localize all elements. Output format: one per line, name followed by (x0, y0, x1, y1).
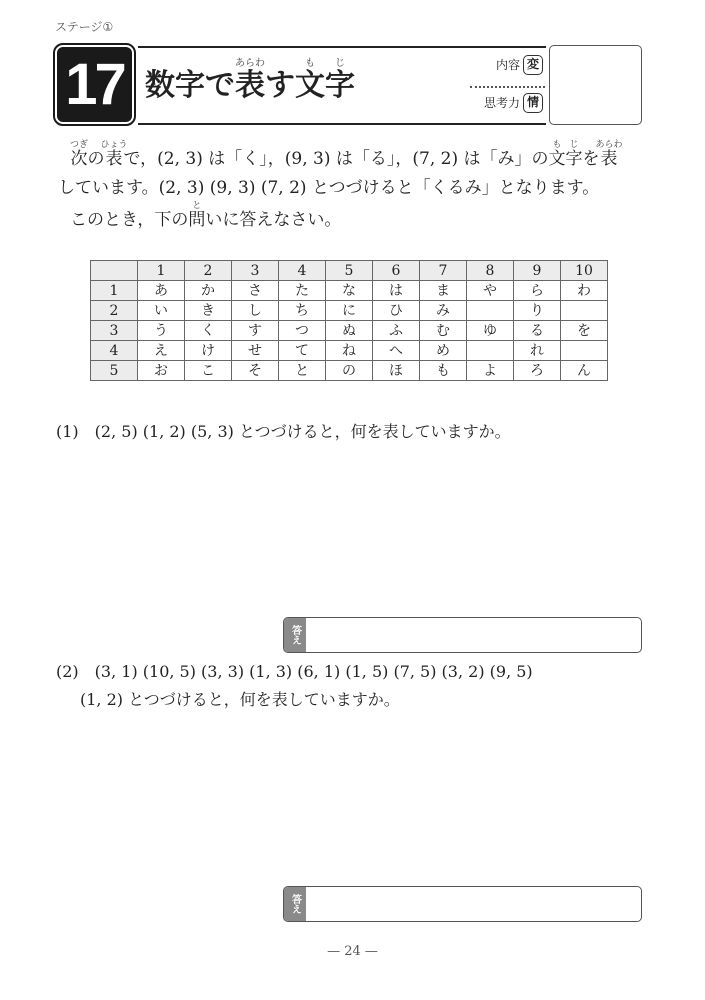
table-cell: る (514, 321, 561, 341)
table-cell (467, 301, 514, 321)
ruby-word: 表あらわ (235, 58, 265, 103)
answer-label: 答え (284, 887, 306, 921)
table-cell: ん (561, 361, 608, 381)
table-cell: ほ (373, 361, 420, 381)
answer-label: 答え (284, 618, 306, 652)
table-cell: ぬ (326, 321, 373, 341)
table-cell: へ (373, 341, 420, 361)
table-cell: ね (326, 341, 373, 361)
table-cell: な (326, 281, 373, 301)
table-cell: つ (279, 321, 326, 341)
answer-box-2[interactable] (283, 886, 642, 922)
table-cell: て (279, 341, 326, 361)
tag-content (496, 55, 543, 75)
tag-badge: 情 (523, 93, 543, 113)
row-header: 1 (91, 281, 138, 301)
table-cell: い (138, 301, 185, 321)
table-cell: ひ (373, 301, 420, 321)
stage-label: ステージ① (55, 20, 114, 34)
column-header: 4 (279, 261, 326, 281)
table-cell: は (373, 281, 420, 301)
column-header: 8 (467, 261, 514, 281)
intro-line-1: 次つぎの表ひょうで，(2, 3) は「く」，(9, 3) は「る」，(7, 2) は「み」の文字もじを表あらわ (70, 140, 623, 169)
table-cell: う (138, 321, 185, 341)
table-row (91, 301, 608, 321)
lesson-number: 17 (55, 45, 134, 124)
answer-box-1[interactable] (283, 617, 642, 653)
table-cell: ふ (373, 321, 420, 341)
table-row (91, 321, 608, 341)
table-cell: あ (138, 281, 185, 301)
page-number: — 24 — (327, 944, 378, 959)
table-row (91, 361, 608, 381)
table-row (91, 341, 608, 361)
page-title: 数字で表あらわす文字もじ (145, 58, 355, 103)
tag-badge: 変 (523, 55, 543, 75)
kana-table (90, 260, 608, 381)
column-header: 10 (561, 261, 608, 281)
row-header: 5 (91, 361, 138, 381)
ruby-word: 文字もじ (548, 140, 583, 169)
table-header-row (91, 261, 608, 281)
ruby-word: 問と (188, 201, 206, 230)
column-header: 7 (420, 261, 467, 281)
table-cell: ろ (514, 361, 561, 381)
ruby-word: 表あらわ (595, 140, 623, 169)
table-cell: に (326, 301, 373, 321)
table-cell: た (279, 281, 326, 301)
column-header: 3 (232, 261, 279, 281)
column-header (91, 261, 138, 281)
table-cell: そ (232, 361, 279, 381)
table-row (91, 281, 608, 301)
table-cell: り (514, 301, 561, 321)
table-cell: の (326, 361, 373, 381)
divider (470, 86, 545, 88)
column-header: 2 (185, 261, 232, 281)
table-cell: や (467, 281, 514, 301)
table-cell: と (279, 361, 326, 381)
table-cell: を (561, 321, 608, 341)
table-cell: し (232, 301, 279, 321)
table-cell: き (185, 301, 232, 321)
table-cell: せ (232, 341, 279, 361)
table-cell (467, 341, 514, 361)
table-cell: お (138, 361, 185, 381)
column-header: 1 (138, 261, 185, 281)
tag-label: 内容 (495, 58, 520, 72)
table-cell: ら (514, 281, 561, 301)
tag-thinking (484, 93, 543, 113)
intro-line-3: このとき，下の問といに答えなさい。 (70, 201, 342, 230)
row-header: 4 (91, 341, 138, 361)
table-cell: み (420, 301, 467, 321)
ruby-word: 次つぎ (70, 140, 89, 169)
score-box[interactable] (549, 45, 642, 125)
tag-label: 思考力 (483, 96, 520, 110)
table-cell (561, 301, 608, 321)
question-2-cont: (1, 2) とつづけると，何を表していますか。 (80, 690, 400, 709)
row-header: 2 (91, 301, 138, 321)
question-1: (1) (2, 5) (1, 2) (5, 3) とつづけると，何を表していますか。 (56, 422, 511, 441)
table-cell: す (232, 321, 279, 341)
table-cell: め (420, 341, 467, 361)
table-cell (561, 341, 608, 361)
table-cell: わ (561, 281, 608, 301)
question-2: (2) (3, 1) (10, 5) (3, 3) (1, 3) (6, 1) (1, 5) (7, 5) (3, 2) (9, 5) (56, 662, 533, 681)
column-header: 6 (373, 261, 420, 281)
column-header: 5 (326, 261, 373, 281)
table-cell: え (138, 341, 185, 361)
table-cell: け (185, 341, 232, 361)
row-header: 3 (91, 321, 138, 341)
table-cell: れ (514, 341, 561, 361)
ruby-word: 文字もじ (295, 58, 355, 103)
table-cell: よ (467, 361, 514, 381)
ruby-word: 表ひょう (100, 140, 128, 169)
intro-line-2: しています。(2, 3) (9, 3) (7, 2) とつづけると「くるみ」となります。 (58, 178, 600, 198)
table-cell: も (420, 361, 467, 381)
column-header: 9 (514, 261, 561, 281)
table-cell: か (185, 281, 232, 301)
table-cell: ゆ (467, 321, 514, 341)
table-cell: む (420, 321, 467, 341)
table-cell: ま (420, 281, 467, 301)
table-cell: ち (279, 301, 326, 321)
table-cell: く (185, 321, 232, 341)
table-cell: こ (185, 361, 232, 381)
table-cell: さ (232, 281, 279, 301)
